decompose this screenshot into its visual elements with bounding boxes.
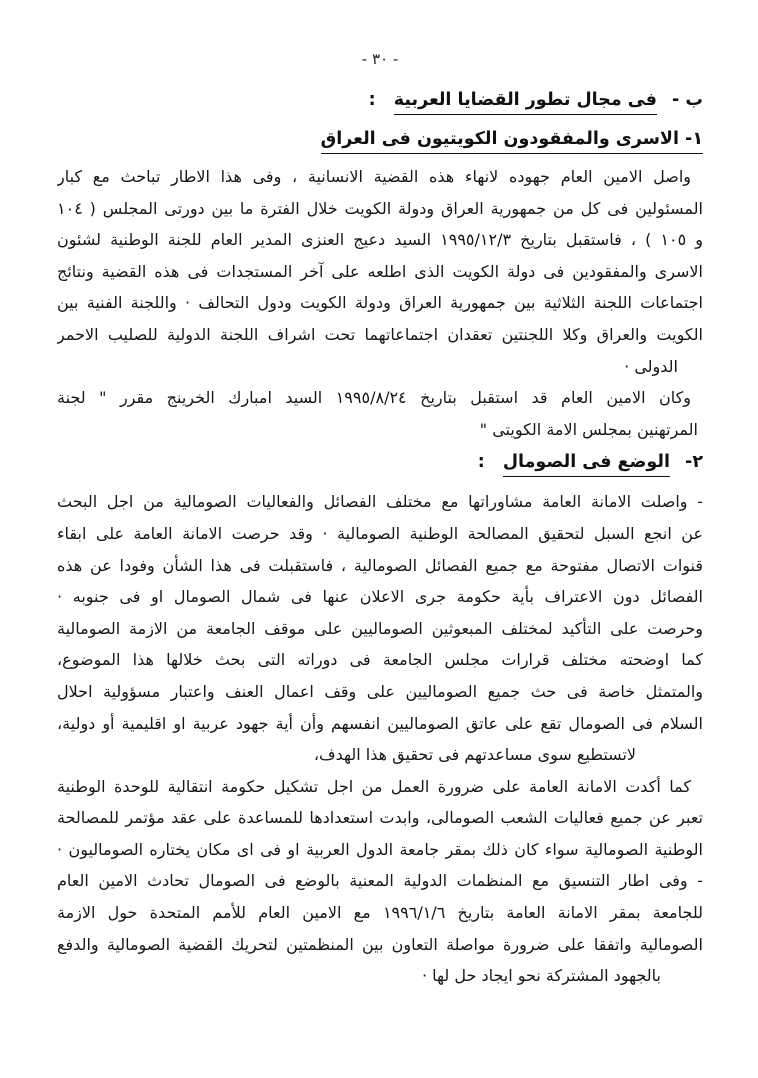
text-line: وكان الامين العام قد استقبل بتاريخ ١٩٩٥/٨/٢٤ السيد امبارك الخرينج مقرر " لجنة bbox=[57, 388, 691, 408]
text-line: وحرصت على التأكيد لمختلف المبعوثين الصوماليين على موقف الجامعة من الازمة الصومالية bbox=[57, 618, 703, 638]
text-line: كما اوضحته مختلف قرارات مجلس الجامعة فى دوراته التى بحث خلالها هذا الموضوع، bbox=[57, 650, 703, 670]
paragraph bbox=[57, 865, 703, 991]
heading-title: ١- الاسرى والمفقودون الكويتيون فى العراق bbox=[321, 129, 703, 154]
text-line: للجامعة بمقر الامانة العامة بتاريخ ١٩٩٦/١/٦ مع الامين العام للأمم المتحدة حول الازمة bbox=[57, 903, 703, 923]
page-number: - ٣٠ - bbox=[361, 50, 399, 68]
text-line: واصل الامين العام جهوده لانهاء هذه القضية الانسانية ، وفى هذا الاطار تباحث مع كبار bbox=[57, 167, 691, 186]
heading-kuwaiti-pows bbox=[57, 129, 703, 161]
heading-colon: : bbox=[477, 452, 485, 473]
section-somalia-paragraphs bbox=[57, 486, 703, 992]
text-line: الفصائل دون الاعتراف بأية حكومة جرى الاعلان عنها فى شمال الصومال او فى جنوبه · bbox=[57, 587, 703, 607]
text-line: لاتستطيع سوى مساعدتهم فى تحقيق هذا الهدف، bbox=[313, 745, 636, 765]
text-line: كما أكدت الامانة العامة على ضرورة العمل من اجل تشكيل حكومة انتقالية للوحدة الوطنية bbox=[57, 776, 691, 796]
text-line: الصومالية واتفقا على ضرورة مواصلة التعاون بين المنظمتين لتحريك القضية الصومالية والدفع bbox=[57, 934, 703, 954]
text-line: المسئولين فى كل من جمهورية العراق ودولة الكويت خلال الفترة ما بين دورتى المجلس ( ١٠٤ bbox=[57, 198, 703, 218]
text-line: قنوات الاتصال مفتوحة مع جميع الفصائل الصومالية ، فاستقبلت فى هذا الشأن وفودا عن هذه bbox=[57, 555, 703, 575]
text-line: و ١٠٥ ) ، فاستقبل بتاريخ ١٩٩٥/١٢/٣ السيد دعيج العنزى المدير العام للجنة الوطنية لشئون bbox=[57, 230, 703, 250]
text-line: - وفى اطار التنسيق مع المنظمات الدولية المعنية بالوضع فى الصومال تحادث الامين العام bbox=[57, 871, 703, 891]
section-pows-paragraphs bbox=[57, 161, 703, 445]
paragraph bbox=[57, 161, 703, 382]
text-line: الكويت والعراق وكلا اللجنتين تعقدان اجتماعاتهما تحت اشراف اللجنة الدولية للصليب الاحمر bbox=[57, 324, 703, 344]
paragraph bbox=[57, 382, 703, 445]
heading-title: فى مجال تطور القضايا العربية bbox=[394, 90, 657, 115]
text-line: اجتماعات اللجنة الثلاثية بين جمهورية العراق ودولة الكويت ودول التحالف · واللجنة الفنية بين bbox=[57, 293, 703, 313]
heading-title: الوضع فى الصومال bbox=[503, 452, 670, 477]
text-line: والمتمثل خاصة فى حث جميع الصوماليين على وقف اعمال العنف واعتبار مسؤولية احلال bbox=[57, 681, 703, 701]
text-line: بالجهود المشتركة نحو ايجاد حل لها · bbox=[422, 966, 661, 986]
paragraph bbox=[57, 771, 703, 866]
heading-letter-prefix: ب - bbox=[672, 90, 703, 110]
text-line: الدولى · bbox=[624, 356, 678, 376]
text-line: تعبر عن جميع فعاليات الشعب الصومالى، وابدت استعدادها للمساعدة على عقد مؤتمر للمصالحة bbox=[57, 808, 703, 828]
text-line: السلام فى الصومال تقع على عاتق الصوماليين انفسهم وأن أية جهود عربية او اقليمية أو دولية، bbox=[57, 713, 703, 733]
text-line: - واصلت الامانة العامة مشاوراتها مع مختلف الفصائل والفعاليات الصومالية من اجل البحث bbox=[57, 492, 703, 512]
text-line: الوطنية الصومالية سواء كان ذلك بمقر جامعة الدول العربية او فى اى مكان يختاره الصوماليون · bbox=[57, 839, 703, 859]
text-line: عن انجع السبل لتحقيق المصالحة الوطنية الصومالية · وقد حرصت الامانة العامة على ابقاء bbox=[57, 523, 703, 543]
heading-colon: : bbox=[368, 90, 376, 110]
heading-number-prefix: ٢- bbox=[685, 452, 703, 473]
text-line: المرتهنين بمجلس الامة الكويتى " bbox=[479, 419, 698, 439]
text-line: الاسرى والمفقودين فى دولة الكويت الذى اطلعه على آخر المستجدات فى هذه القضية ونتائج bbox=[57, 261, 703, 281]
paragraph bbox=[57, 486, 703, 770]
heading-arab-issues bbox=[57, 90, 703, 122]
heading-somalia bbox=[57, 452, 703, 484]
